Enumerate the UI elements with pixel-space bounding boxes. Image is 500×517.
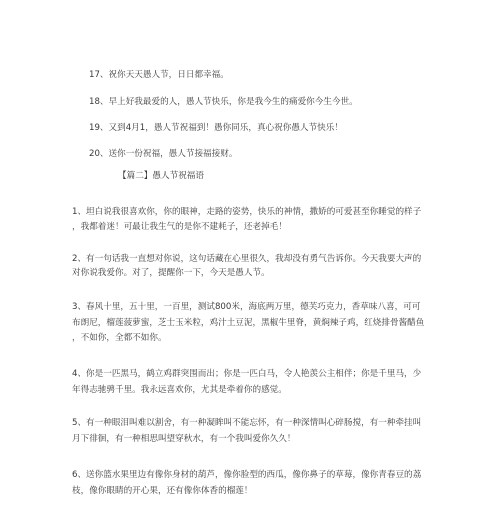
paragraph-line: 月下徘徊，有一种相思叫望穿秋水，有一个我叫爱你久久！ (72, 434, 296, 444)
paragraph-line: 2、有一句话我一直想对你说，这句话藏在心里很久，我却没有勇气告诉你。今天我要大声的 (72, 254, 422, 264)
section-heading: 【篇二】愚人节祝福语 (118, 171, 204, 181)
paragraph-line: 布朗尼，榴莲菠萝蜜，芝士玉米粒，鸡汁土豆泥，黑椒牛里脊，黄焖辣子鸡，红烧排骨酱醋鱼 (72, 318, 425, 328)
list-item: 17、祝你天天愚人节，日日都幸福。 (89, 70, 229, 80)
paragraph-line: 1、坦白说我很喜欢你，你的眼神，走路的姿势，快乐的神情，撒娇的可爱甚至你睡觉的样子 (72, 207, 422, 217)
paragraph-line: 6、送你篮水果里边有像你身材的葫芦，像你脸型的西瓜，像你鼻子的草莓，像你青春豆的荔 (72, 470, 422, 480)
list-item: 20、送你一份祝福，愚人节接福接财。 (89, 149, 238, 159)
paragraph-line: ，我都着迷！可最让我生气的是你不建耗子，还老掉毛！ (72, 222, 287, 232)
paragraph-line: ，不如你，全都不如你。 (72, 333, 167, 343)
paragraph-line: 5、有一种眼泪叫难以割舍，有一种凝眸叫不能忘怀，有一种深情叫心碎肠搅，有一种牵挂叫 (72, 418, 422, 428)
paragraph-line: 年得志驰骋千里。我永远喜欢你，尤其是牵着你的感觉。 (72, 385, 287, 395)
paragraph-line: 枝，像你眼睛的开心果，还有像你体香的榴莲！ (72, 486, 253, 496)
paragraph-line: 3、春风十里，五十里，一百里，测试800米，海底两万里，德芙巧克力，香草味八喜，可可 (72, 302, 421, 312)
paragraph-line: 对你说我爱你。对了，提醒你一下，今天是愚人节。 (72, 268, 270, 278)
paragraph-line: 4、你是一匹黑马，鹤立鸡群突围而出；你是一匹白马，令人艳羡公主相伴；你是千里马，少 (72, 369, 422, 379)
list-item: 18、早上好我最爱的人，愚人节快乐，你是我今生的痛爱你今生今世。 (89, 97, 358, 107)
list-item: 19、又到4月1，愚人节祝福到！愚你同乐，真心祝你愚人节快乐！ (89, 123, 343, 133)
